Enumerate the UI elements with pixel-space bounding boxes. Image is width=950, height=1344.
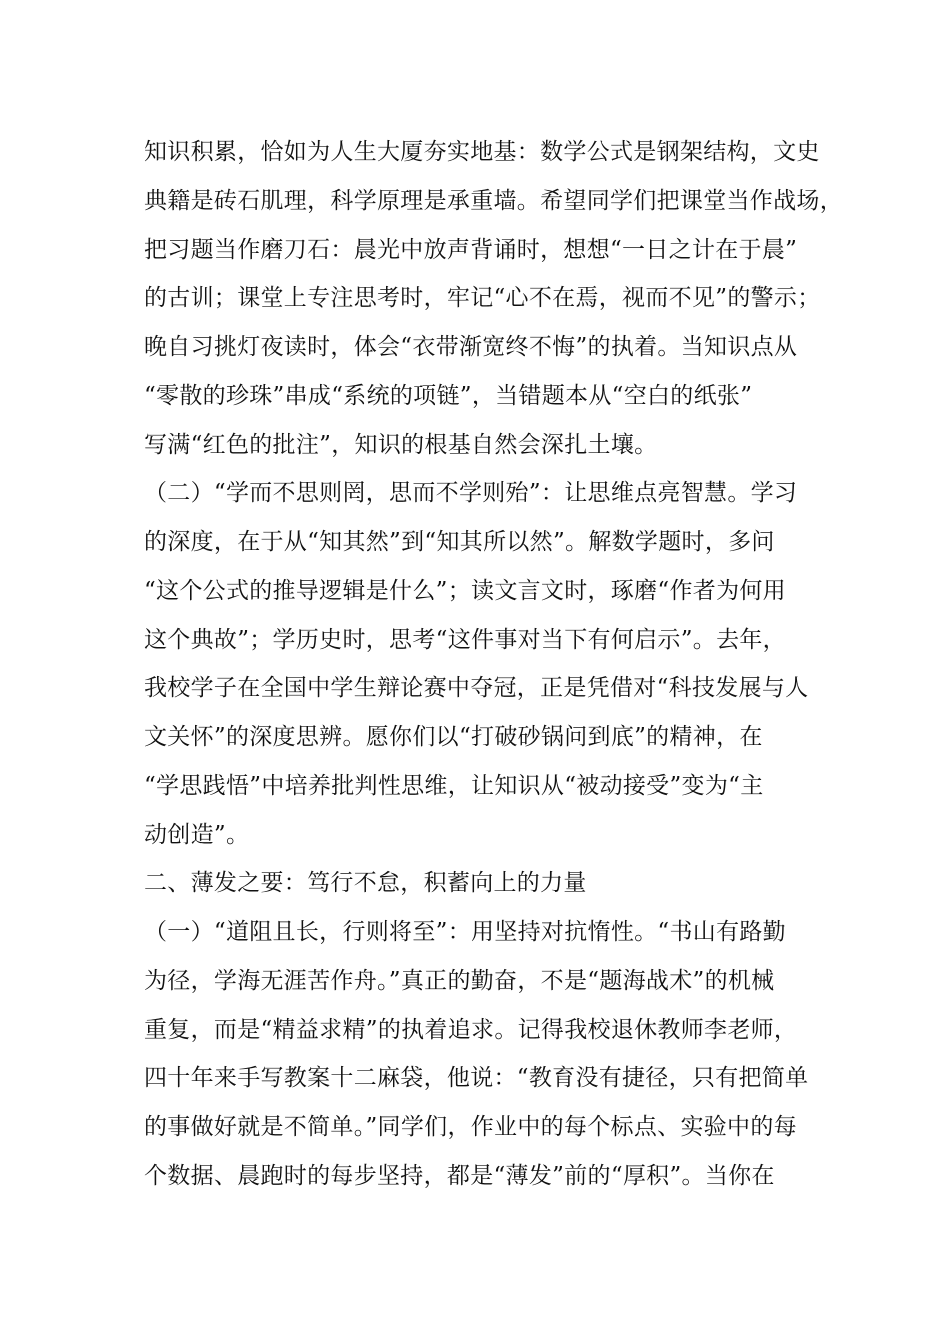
text-line: 把习题当作磨刀石：晨光中放声背诵时，想想“一日之计在于晨” bbox=[144, 236, 798, 263]
text-line: “这个公式的推导逻辑是什么”；读文言文时，琢磨“作者为何用 bbox=[144, 577, 786, 604]
section-heading: 二、薄发之要：笃行不怠，积蓄向上的力量 bbox=[144, 870, 587, 897]
text-line: 的深度，在于从“知其然”到“知其所以然”。解数学题时，多问 bbox=[144, 529, 775, 555]
text-line: 这个典故”；学历史时，思考“这件事对当下有何启示”。去年， bbox=[144, 626, 786, 653]
text-line: 动创造”。 bbox=[144, 821, 250, 848]
text-line: 重复，而是“精益求精”的执着追求。记得我校退休教师李老师， bbox=[144, 1016, 798, 1043]
text-line: 写满“红色的批注”，知识的根基自然会深扎土壤。 bbox=[144, 431, 658, 458]
text-line: 我校学子在全国中学生辩论赛中夺冠，正是凭借对“科技发展与人 bbox=[144, 675, 809, 702]
body-text bbox=[144, 132, 843, 1205]
text-line: 典籍是砖石肌理，科学原理是承重墙。希望同学们把课堂当作战场， bbox=[144, 187, 843, 214]
text-line: 的古训；课堂上专注思考时，牢记“心不在焉，视而不见”的警示； bbox=[144, 285, 821, 312]
text-line: 晚自习挑灯夜读时，体会“衣带渐宽终不悔”的执着。当知识点从 bbox=[144, 334, 798, 360]
text-line: 四十年来手写教案十二麻袋，他说：“教育没有捷径，只有把简单 bbox=[144, 1065, 809, 1092]
text-line: 知识积累，恰如为人生大厦夯实地基：数学公式是钢架结构，文史 bbox=[144, 139, 820, 165]
text-line: 个数据、晨跑时的每步坚持，都是“薄发”前的“厚积”。当你在 bbox=[144, 1162, 775, 1189]
text-line: “零散的珍珠”串成“系统的项链”，当错题本从“空白的纸张” bbox=[144, 382, 753, 409]
text-line: 为径，学海无涯苦作舟。”真正的勤奋，不是“题海战术”的机械 bbox=[144, 967, 775, 994]
text-line: “学思践悟”中培养批判性思维，让知识从“被动接受”变为“主 bbox=[144, 772, 764, 799]
text-line: （一）“道阻且长，行则将至”：用坚持对抗惰性。“书山有路勤 bbox=[144, 919, 786, 945]
text-line: 的事做好就是不简单。”同学们，作业中的每个标点、实验中的每 bbox=[144, 1114, 797, 1140]
text-line: 文关怀”的深度思辨。愿你们以“打破砂锅问到底”的精神，在 bbox=[144, 724, 763, 750]
text-line: （二）“学而不思则罔，思而不学则殆”：让思维点亮智慧。学习 bbox=[144, 480, 798, 507]
